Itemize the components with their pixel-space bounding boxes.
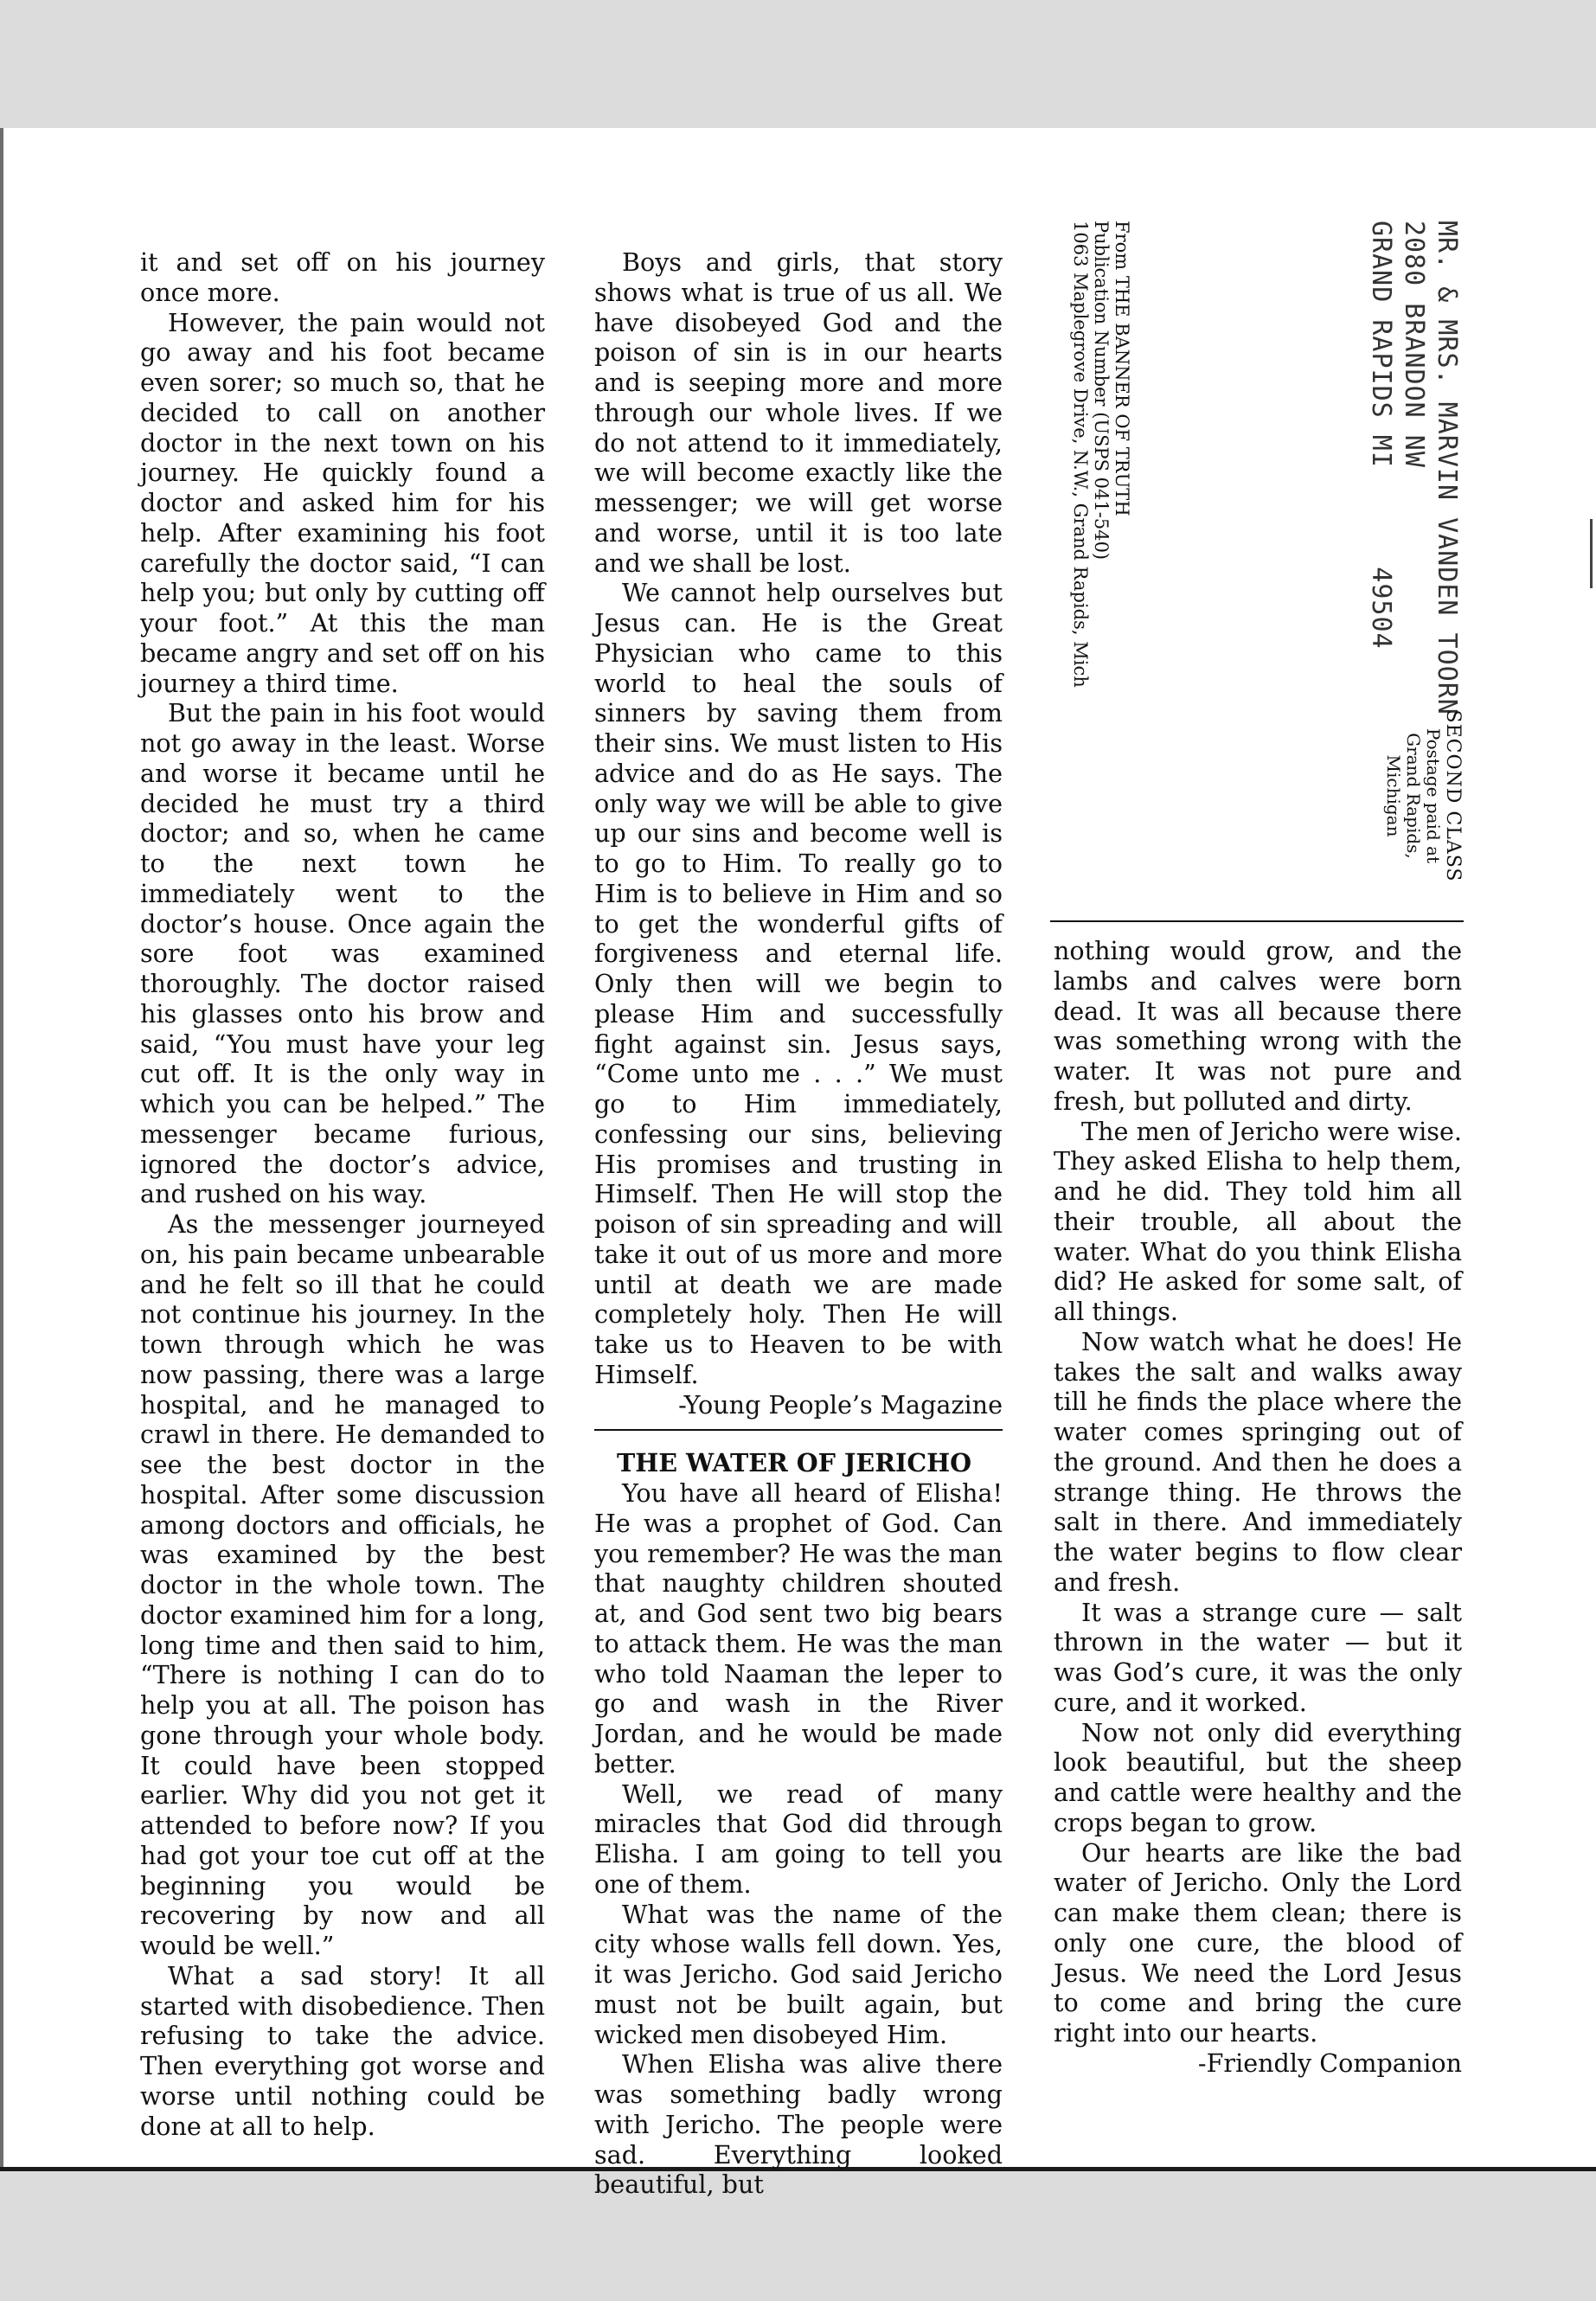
- article-source: -Young People’s Magazine: [678, 1389, 1003, 1420]
- paragraph: We cannot help ourselves but Jesus can. He is the Great Physician who came to this world to heal the souls of sinners by saving them from their sins. We must listen to His advice and do as He says. The only way we will be able to give up our sins and become well is to go to Him. To really go to Him is to believe in Him and so to get the wonderful gifts of forgiveness and eternal life. Only then will we begin to please Him and successfully fight against sin. Jesus says, “Come unto me . . .” We must go to Him immediately, confessing our sins, believing His promises and trusting in Himself. Then He will stop the poison of sin spreading and will take it out of us more and more until at death we are made completely holy. Then He will take us to Heaven to be with Himself.: [594, 578, 1003, 1389]
- paragraph: The men of Jericho were wise. They asked Elisha to help them, and he did. They told him all their trouble, all about the water. What do you think Elisha did? He asked for some salt, of all things.: [1054, 1116, 1462, 1326]
- postage-line: Grand Rapids, Michigan: [1383, 733, 1424, 859]
- paragraph: nothing would grow, and the lambs and calves were born dead. It was all because there was something wrong with the water. It was not pure and fresh, but polluted and dirty.: [1054, 936, 1462, 1116]
- column-2: [594, 247, 1003, 2200]
- article-divider: [594, 1429, 1003, 1431]
- paragraph: It was a strange cure — salt thrown in the water — but it was God’s cure, it was the only cure, and it worked.: [1054, 1597, 1462, 1717]
- paragraph: But the pain in his foot would not go away in the least. Worse and worse it became until he decided he must try a third doctor; and so, when he came to the next town he immediately went to the doctor’s house. Once again the sore foot was examined thoroughly. The doctor raised his glasses onto his brow and said, “You must have your leg cut off. It is the only way in which you can be helped.” The messenger became furious, ignored the doctor’s advice, and rushed on his way.: [140, 698, 545, 1209]
- publisher-info: [1070, 221, 1132, 688]
- paragraph: Now watch what he does! He takes the salt and walks away till he finds the place where the water comes springing out of the ground. And then he does a strange thing. He throws the salt in there. And immediately the water begins to flow clear and fresh.: [1054, 1326, 1462, 1597]
- paragraph: it and set off on his journey once more.: [140, 247, 545, 307]
- postage-line: Postage paid at: [1423, 727, 1444, 864]
- article-title: THE WATER OF JERICHO: [617, 1448, 972, 1478]
- paragraph: Our hearts are like the bad water of Jericho. Only the Lord can make them clean; there is only one cure, the blood of Jesus. We need the Lord Jesus to come and bring the cure right into our hearts.: [1054, 1837, 1462, 2048]
- publisher-line: From THE BANNER OF TRUTH: [1112, 221, 1132, 516]
- column-3-divider: [1050, 920, 1464, 922]
- paragraph: You have all heard of Elisha! He was a prophet of God. Can you remember? He was the man that naughty children shouted at, and God sent two big bears to attack them. He was the man who told Naaman the leper to go and wash in the River Jordan, and he would be made better.: [594, 1478, 1003, 1779]
- paragraph: As the messenger journeyed on, his pain became unbearable and he felt so ill that he could not continue his journey. In the town through which he was now passing, there was a large hospital, and he managed to crawl in there. He demanded to see the best doctor in the hospital. After some discussion among doctors and officials, he was examined by the best doctor in the whole town. The doctor examined him for a long, long time and then said to him, “There is nothing I can do to help you at all. The poison has gone through your whole body. It could have been stopped earlier. Why did you not get it attended to before now? If you had got your toe cut off at the beginning you would be recovering by now and all would be well.”: [140, 1209, 545, 1960]
- paragraph: Boys and girls, that story shows what is true of us all. We have disobeyed God and the poison of sin is in our hearts and is seeping more and more through our whole lives. If we do not attend to it immediately, we will become exactly like the messenger; we will get worse and worse, until it is too late and we shall be lost.: [594, 247, 1003, 578]
- column-3: [1054, 936, 1462, 2079]
- address-line: MR. & MRS. MARVIN VANDEN TOORN: [1432, 221, 1462, 715]
- publisher-line: Publication Number (USPS 041-540): [1091, 221, 1112, 561]
- address-line: GRAND RAPIDS MI 49504: [1366, 221, 1396, 650]
- mailing-label: [1056, 221, 1463, 895]
- paragraph: What was the name of the city whose walls fell down. Yes, it was Jericho. God said Jericho must not be built again, but wicked men disobeyed Him.: [594, 1899, 1003, 2049]
- article-source: -Friendly Companion: [1197, 2048, 1462, 2078]
- scan-right-mark: [1590, 519, 1593, 588]
- postage-indicia: [1383, 705, 1463, 887]
- publisher-line: 1063 Maplegrove Drive, N.W., Grand Rapids, Mich: [1070, 221, 1091, 688]
- paragraph: Now not only did everything look beautiful, but the sheep and cattle were healthy and the crops began to grow.: [1054, 1717, 1462, 1837]
- scan-top-margin: [0, 0, 1596, 128]
- paragraph: Well, we read of many miracles that God did through Elisha. I am going to tell you one of them.: [594, 1779, 1003, 1899]
- scan-left-edge: [0, 128, 3, 2171]
- address-label: [1364, 221, 1463, 715]
- postage-class: SECOND CLASS: [1442, 709, 1464, 882]
- paragraph: When Elisha was alive there was something badly wrong with Jericho. The people were sad. Everything looked beautiful, but: [594, 2049, 1003, 2200]
- paragraph: What a sad story! It all started with disobedience. Then refusing to take the advice. Then everything got worse and worse until nothing could be done at all to help.: [140, 1960, 545, 2141]
- paragraph: However, the pain would not go away and his foot became even sorer; so much so, that he decided to call on another doctor in the next town on his journey. He quickly found a doctor and asked him for his help. After examining his foot carefully the doctor said, “I can help you; but only by cutting off your foot.” At this the man became angry and set off on his journey a third time.: [140, 307, 545, 698]
- address-line: 2080 BRANDON NW: [1399, 221, 1429, 468]
- column-1: [140, 247, 545, 2141]
